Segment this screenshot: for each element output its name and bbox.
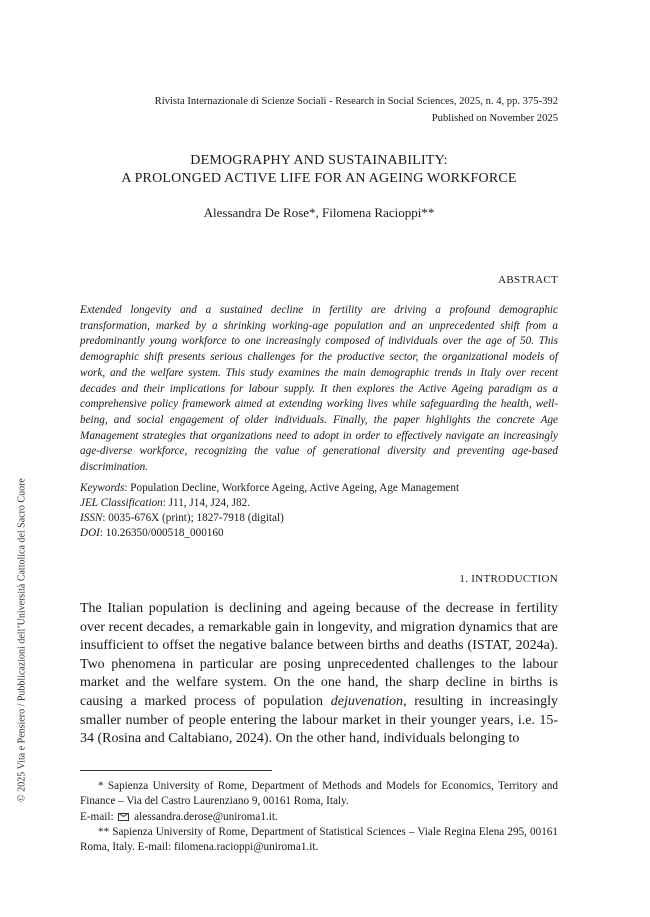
abstract-heading: ABSTRACT <box>498 274 558 286</box>
footnote-2 <box>80 825 558 856</box>
footnote-1-text: * Sapienza University of Rome, Department of Methods and Models for Economics, Territory and Finance – Via del Castro Laurenziano 9, 00161 Roma, Italy. <box>80 780 558 808</box>
copyright-text: © 2025 Vita e Pensiero / Pubblicazioni dell’Università Cattolica del Sacro Cuore <box>16 478 28 802</box>
intro-text-part-1: The Italian population is declining and ageing because of the decrease in fertility over recent decades, a remarkable gain in longevity, and migration dynamics that are insufficient to offset the negative balance between births and deaths (ISTAT, 2024a). Two phenomena in particular are posing unprecedented challenges to the labour market and the welfare system. On the one hand, the sharp decline in births is causing a marked process of population <box>80 601 558 709</box>
issn-label: ISSN <box>80 512 103 524</box>
keywords-row <box>80 481 558 496</box>
footnotes <box>80 779 558 855</box>
keywords-label: Keywords <box>80 482 125 494</box>
doi-label: DOI <box>80 527 100 539</box>
footnote-2-text: ** Sapienza University of Rome, Department of Statistical Sciences – Viale Regina Elena 295, 00161 Roma, Italy. E-mail: filomena.racioppi@uniroma1.it. <box>80 825 558 854</box>
footnote-1-email[interactable]: alessandra.derose@uniroma1.it. <box>134 810 278 823</box>
paper-title-line-2: A PROLONGED ACTIVE LIFE FOR AN AGEING WORKFORCE <box>121 171 517 186</box>
paper-title-line-1: DEMOGRAPHY AND SUSTAINABILITY: <box>190 153 448 168</box>
intro-text-part-2: , resulting in increasingly smaller number of people entering the labour market in their younger years, i.e. 15-34 (Rosina and Caltabiano, 2024). On the other hand, individuals belonging to <box>80 693 558 747</box>
footnote-1 <box>80 779 558 810</box>
copyright-side-note <box>14 455 30 825</box>
footnote-1-email-label: E-mail: <box>80 810 114 823</box>
abstract-text: Extended longevity and a sustained decline in fertility are driving a profound demographic transformation, marked by a shrinking working-age population and an unprecedented shift from a predominantly young workforce to one increasingly composed of individuals over the age of 50. This demographic shift presents serious challenges for the productive sector, the organizational models of work, and the welfare system. This study examines the main demographic trends in Italy over recent decades and their implications for labour supply. It then explores the Active Ageing paradigm as a comprehensive policy framework aimed at extending working lives while safeguarding the health, well-being, and social engagement of older individuals. Finally, the paper highlights the concrete Age Management strategies that organizations need to adopt in order to effectively navigate an increasingly age-diverse workforce, recognizing the value of generational diversity and preventing age-based discrimination. <box>80 304 558 474</box>
issn-value: : 0035-676X (print); 1827-7918 (digital) <box>102 512 284 524</box>
doi-row <box>80 526 558 541</box>
metadata-block <box>80 481 558 541</box>
section-heading: 1. INTRODUCTION <box>459 573 558 585</box>
intro-paragraph <box>80 600 558 749</box>
jel-value: : J11, J14, J24, J82. <box>162 497 251 509</box>
doi-value: : 10.26350/000518_000160 <box>99 527 224 539</box>
footnote-1-email-line <box>80 810 558 825</box>
journal-citation: Rivista Internazionale di Scienze Sociali - Research in Social Sciences, 2025, n. 4, pp. 375-392 <box>154 96 558 107</box>
issn-row <box>80 511 558 526</box>
publication-date: Published on November 2025 <box>431 113 558 124</box>
envelope-icon <box>118 813 129 821</box>
footnote-rule <box>80 770 272 771</box>
intro-italic-term: dejuvenation <box>330 693 404 709</box>
jel-row <box>80 496 558 511</box>
authors: Alessandra De Rose*, Filomena Racioppi** <box>203 205 435 220</box>
jel-label: JEL Classification <box>80 497 163 509</box>
keywords-value: : Population Decline, Workforce Ageing, Active Ageing, Age Management <box>124 482 460 494</box>
